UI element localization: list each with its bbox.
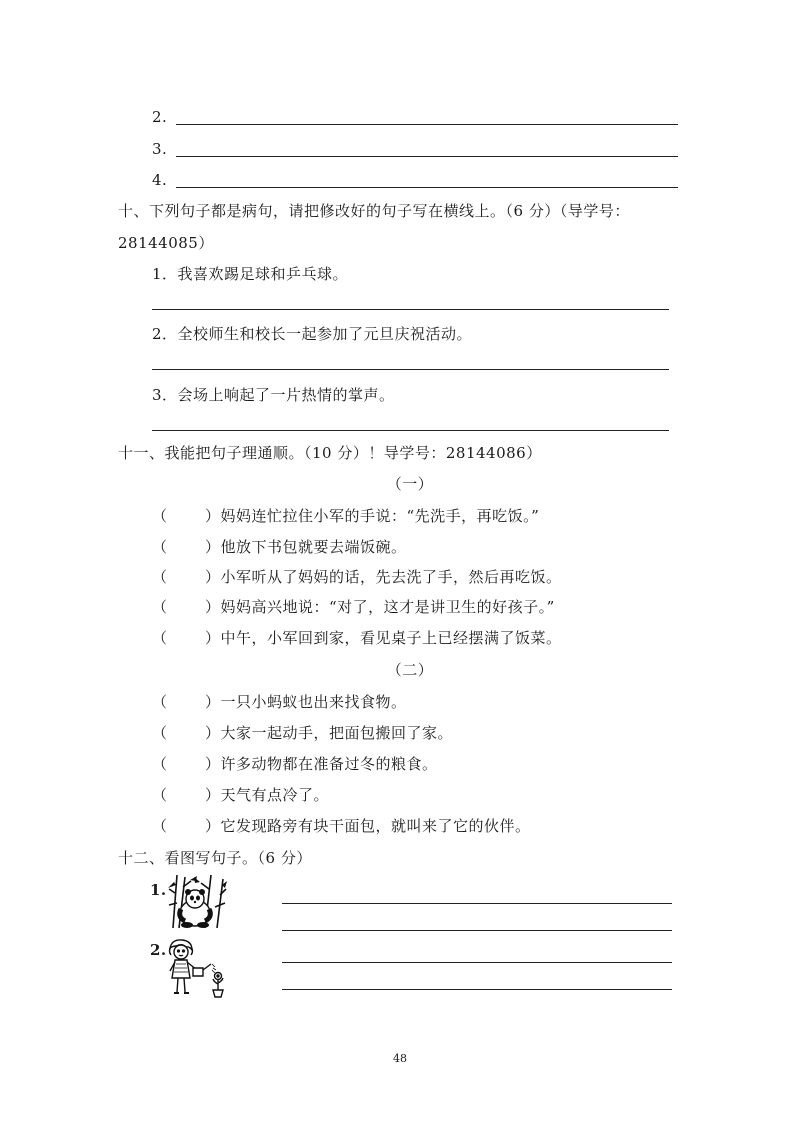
picture-2-answer-line-1[interactable] [282, 962, 672, 963]
order-blank[interactable]: （ [152, 568, 168, 586]
section-10-heading-cont: 28144085） [118, 234, 214, 252]
order-blank[interactable]: （ [152, 817, 168, 835]
sentence-text: ）中午，小军回到家，看见桌子上已经摆满了饭菜。 [205, 629, 562, 647]
section-11-heading: 十一、我能把句子理通顺。（10 分）！导学号：28144086） [118, 444, 542, 462]
order-blank[interactable]: （ [152, 538, 168, 556]
group-1-title: （一） [386, 475, 434, 493]
answer-number-4: 4. [152, 171, 168, 189]
sentence-text: ）天气有点冷了。 [205, 786, 330, 804]
picture-number-1: 1. [150, 881, 167, 899]
section-12-heading: 十二、看图写句子。（6 分） [118, 849, 312, 867]
girl-watering-flower-icon [160, 938, 226, 1000]
group-2-title: （二） [386, 661, 434, 679]
sentence-text: ）一只小蚂蚁也出来找食物。 [205, 693, 407, 711]
answer-number-3: 3. [152, 140, 168, 158]
section-10-item-3: 3．会场上响起了一片热情的掌声。 [152, 386, 395, 404]
answer-line-2[interactable] [176, 124, 678, 125]
answer-line-3[interactable] [176, 156, 678, 157]
order-blank[interactable]: （ [152, 755, 168, 773]
picture-1-answer-line-2[interactable] [282, 930, 672, 931]
page-number: 48 [393, 1052, 407, 1065]
picture-1-answer-line-1[interactable] [282, 903, 672, 904]
order-blank[interactable]: （ [152, 724, 168, 742]
order-blank[interactable]: （ [152, 507, 168, 525]
section-10-answer-line-1[interactable] [152, 309, 669, 310]
section-10-answer-line-3[interactable] [152, 430, 669, 431]
picture-2-answer-line-2[interactable] [282, 989, 672, 990]
order-blank[interactable]: （ [152, 786, 168, 804]
picture-number-2: 2. [150, 941, 167, 959]
section-10-answer-line-2[interactable] [152, 369, 669, 370]
panda-bamboo-icon [165, 873, 227, 929]
sentence-text: ）小军听从了妈妈的话，先去洗了手，然后再吃饭。 [205, 568, 562, 586]
answer-line-4[interactable] [176, 187, 678, 188]
order-blank[interactable]: （ [152, 629, 168, 647]
sentence-text: ）大家一起动手，把面包搬回了家。 [205, 724, 454, 742]
order-blank[interactable]: （ [152, 693, 168, 711]
sentence-text: ）妈妈高兴地说：“对了，这才是讲卫生的好孩子。” [205, 598, 555, 616]
section-10-heading: 十、下列句子都是病句，请把修改好的句子写在横线上。（6 分）（导学号： [118, 202, 630, 220]
sentence-text: ）他放下书包就要去端饭碗。 [205, 538, 407, 556]
sentence-text: ）妈妈连忙拉住小军的手说：“先洗手，再吃饭。” [205, 507, 540, 525]
section-10-item-1: 1．我喜欢踢足球和乒乓球。 [152, 265, 349, 283]
order-blank[interactable]: （ [152, 598, 168, 616]
answer-number-2: 2. [152, 108, 168, 126]
sentence-text: ）它发现路旁有块干面包，就叫来了它的伙伴。 [205, 817, 531, 835]
sentence-text: ）许多动物都在准备过冬的粮食。 [205, 755, 438, 773]
section-10-item-2: 2．全校师生和校长一起参加了元旦庆祝活动。 [152, 325, 473, 343]
